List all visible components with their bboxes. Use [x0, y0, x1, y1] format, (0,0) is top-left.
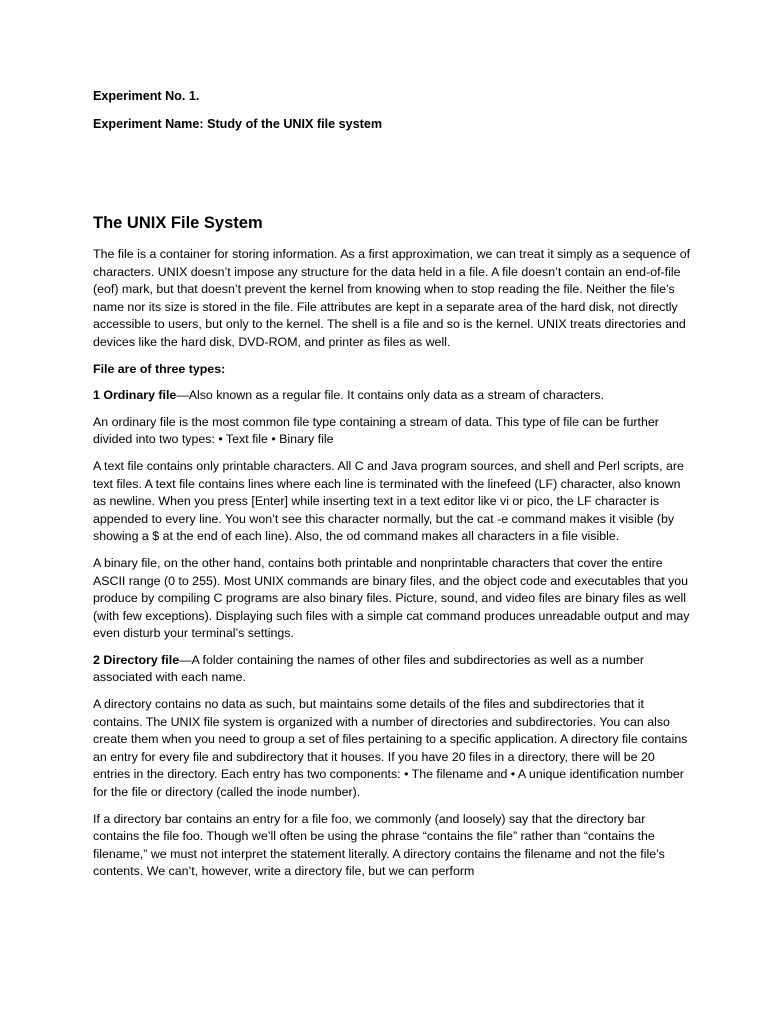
binary-file-paragraph: A binary file, on the other hand, contains both printable and nonprintable characters that cover the entire ASCII range (0 to 255). Most UNIX commands are binary files, and the object code and executables that you produce by compiling C programs are also binary files. Picture, sound, and video files are binary files as well (with few exceptions). Displaying such files with a simple cat command produces unreadable output and may even disturb your terminal’s settings. — [93, 555, 690, 641]
intro-paragraph: The file is a container for storing information. As a first approximation, we can treat it simply as a sequence of characters. UNIX doesn’t impose any structure for the data held in a file. A file doesn’t contain an end-of-file (eof) mark, but that doesn’t prevent the kernel from knowing when to stop reading the file. Neither the file’s name nor its size is stored in the file. File attributes are kept in a separate area of the hard disk, not directly accessible to users, but only to the kernel. The shell is a file and so is the kernel. UNIX treats directories and devices like the hard disk, DVD-ROM, and printer as files as well. — [93, 247, 691, 349]
directory-detail-paragraph: A directory contains no data as such, but maintains some details of the files and subdirectories that it contains. The UNIX file system is organized with a number of directories and subdirectories. You can also create them when you need to group a set of files pertaining to a specific application. A directory file contains an entry for every file and subdirectory that it houses. If you have 20 files in a directory, there will be 20 entries in the directory. Each entry has two components: • The filename and • A unique identification number for the file or directory (called the inode number). — [93, 697, 688, 800]
ordinary-detail-paragraph: An ordinary file is the most common file type containing a stream of data. This type of file can be further divided into two types: • Text file • Binary file — [93, 414, 659, 447]
ordinary-file-paragraph — [93, 387, 693, 405]
section-title: The UNIX File System — [93, 214, 263, 232]
experiment-name: Experiment Name: Study of the UNIX file system — [93, 117, 383, 131]
directory-bar-paragraph: If a directory bar contains an entry for a file foo, we commonly (and loosely) say that the directory bar contains the file foo. Though we’ll often be using the phrase “contains the file” rather than “contains the filename,” we must not interpret the statement literally. A directory contains the filename and not the file’s contents. We can’t, however, write a directory file, but we can perform — [93, 811, 665, 879]
document-body — [93, 212, 693, 890]
directory-file-label: 2 Directory file — [93, 652, 180, 667]
directory-file-paragraph — [93, 652, 693, 687]
ordinary-file-label: 1 Ordinary file — [93, 388, 177, 403]
experiment-number: Experiment No. 1. — [93, 89, 200, 103]
types-heading: File are of three types: — [93, 361, 226, 376]
directory-file-text: —A folder containing the names of other files and subdirectories as well as a number associated with each name. — [93, 652, 644, 685]
ordinary-file-text: —Also known as a regular file. It contains only data as a stream of characters. — [176, 388, 605, 403]
text-file-paragraph: A text file contains only printable characters. All C and Java program sources, and shell and Perl scripts, are text files. A text file contains lines where each line is terminated with the linefeed (LF) character, also known as newline. When you press [Enter] while inserting text in a text editor like vi or pico, the LF character is appended to every line. You won’t see this character normally, but the cat -e command makes it visible (by showing a $ at the end of each line). Also, the od command makes all characters in a file visible. — [93, 458, 684, 544]
